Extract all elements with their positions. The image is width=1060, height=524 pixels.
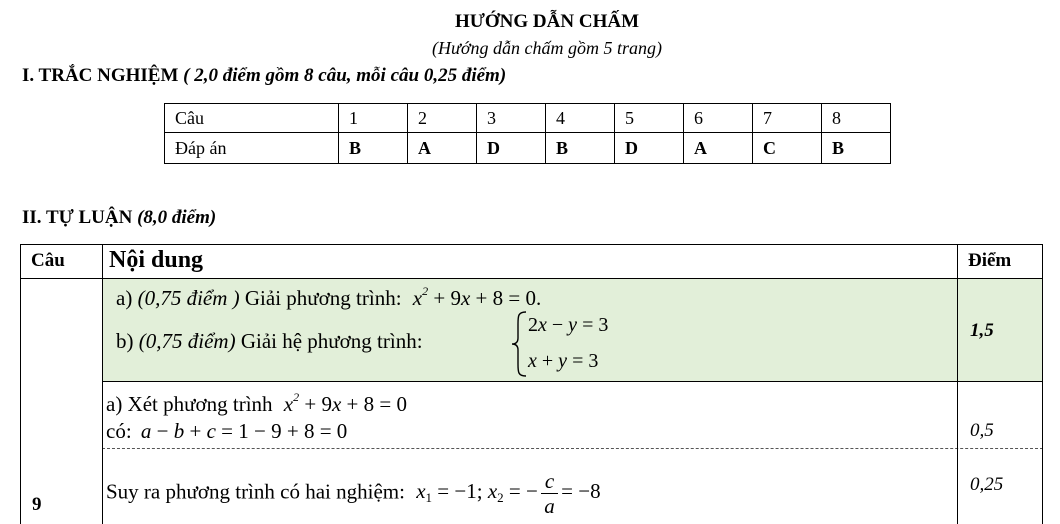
question-number: 5 xyxy=(615,104,684,133)
question-number: 7 xyxy=(753,104,822,133)
section-2-title: II. TỰ LUẬN xyxy=(22,207,133,228)
answer-cell: A xyxy=(684,133,753,164)
page-subtitle: (Hướng dẫn chấm gồm 5 trang) xyxy=(432,38,662,58)
question-row-label: Câu xyxy=(165,104,339,133)
question-number: 4 xyxy=(546,104,615,133)
solution-score-2: 0,25 xyxy=(970,474,1004,495)
answer-cell: B xyxy=(822,133,891,164)
solution-roots: Suy ra phương trình có hai nghiệm: $x_1 = -1$; $x_2$ = − $\frac{c}{a}$ = −8 xyxy=(106,469,601,518)
problem-score: 1,5 xyxy=(970,320,994,341)
equation-check: $x^2 + 9x + 8 = 0$ xyxy=(283,390,407,416)
question-number: 9 xyxy=(32,494,42,515)
question-number: 1 xyxy=(339,104,408,133)
problem-part-b: b) (0,75 điểm) Giải hệ phương trình: xyxy=(116,329,423,353)
column-header-content: Nội dung xyxy=(109,247,204,273)
answer-cell: A xyxy=(408,133,477,164)
coefficient-sum: a − b + c = 1 − 9 + 8 = 0 xyxy=(140,419,348,443)
answer-cell: C xyxy=(753,133,822,164)
brace-icon xyxy=(510,310,530,378)
question-number: 8 xyxy=(822,104,891,133)
section-2-note: (8,0 điểm) xyxy=(137,207,217,228)
question-number: 6 xyxy=(684,104,753,133)
answer-cell: D xyxy=(615,133,684,164)
answer-cell: D xyxy=(477,133,546,164)
page-title: HƯỚNG DẪN CHẤM xyxy=(455,11,639,32)
system-equation-2: x + y = 3 xyxy=(528,350,599,372)
solution-line-2: có: a − b + c = 1 − 9 + 8 = 0 xyxy=(106,419,348,443)
question-row xyxy=(165,104,891,133)
problem-part-a: a) (0,75 điểm ) Giải phương trình: $x^2 + 9x + 8 = 0$. xyxy=(116,284,542,310)
answer-row-label: Đáp án xyxy=(165,133,339,164)
answer-row xyxy=(165,133,891,164)
roots-formula: $x_1 = -1$; $x_2$ = − $\frac{c}{a}$ = −8 xyxy=(416,469,601,518)
section-1-title: I. TRẮC NGHIỆM xyxy=(22,65,179,86)
section-2-heading xyxy=(22,207,216,229)
solution-score-1: 0,5 xyxy=(970,420,994,441)
column-header-score: Điểm xyxy=(968,250,1012,271)
solution-line-1: a) Xét phương trình $x^2 + 9x + 8 = 0$ xyxy=(106,390,407,416)
column-header-question: Câu xyxy=(31,250,65,271)
question-number: 2 xyxy=(408,104,477,133)
section-1-note: ( 2,0 điểm gồm 8 câu, mỗi câu 0,25 điểm) xyxy=(183,65,507,86)
question-number: 3 xyxy=(477,104,546,133)
section-1-heading xyxy=(22,65,506,87)
answer-cell: B xyxy=(546,133,615,164)
multiple-choice-table xyxy=(164,103,891,164)
essay-table xyxy=(20,244,1043,524)
system-equation-1: 2x − y = 3 xyxy=(528,314,609,336)
equation-a: $x^2 + 9x + 8 = 0$. xyxy=(412,284,542,310)
answer-cell: B xyxy=(339,133,408,164)
